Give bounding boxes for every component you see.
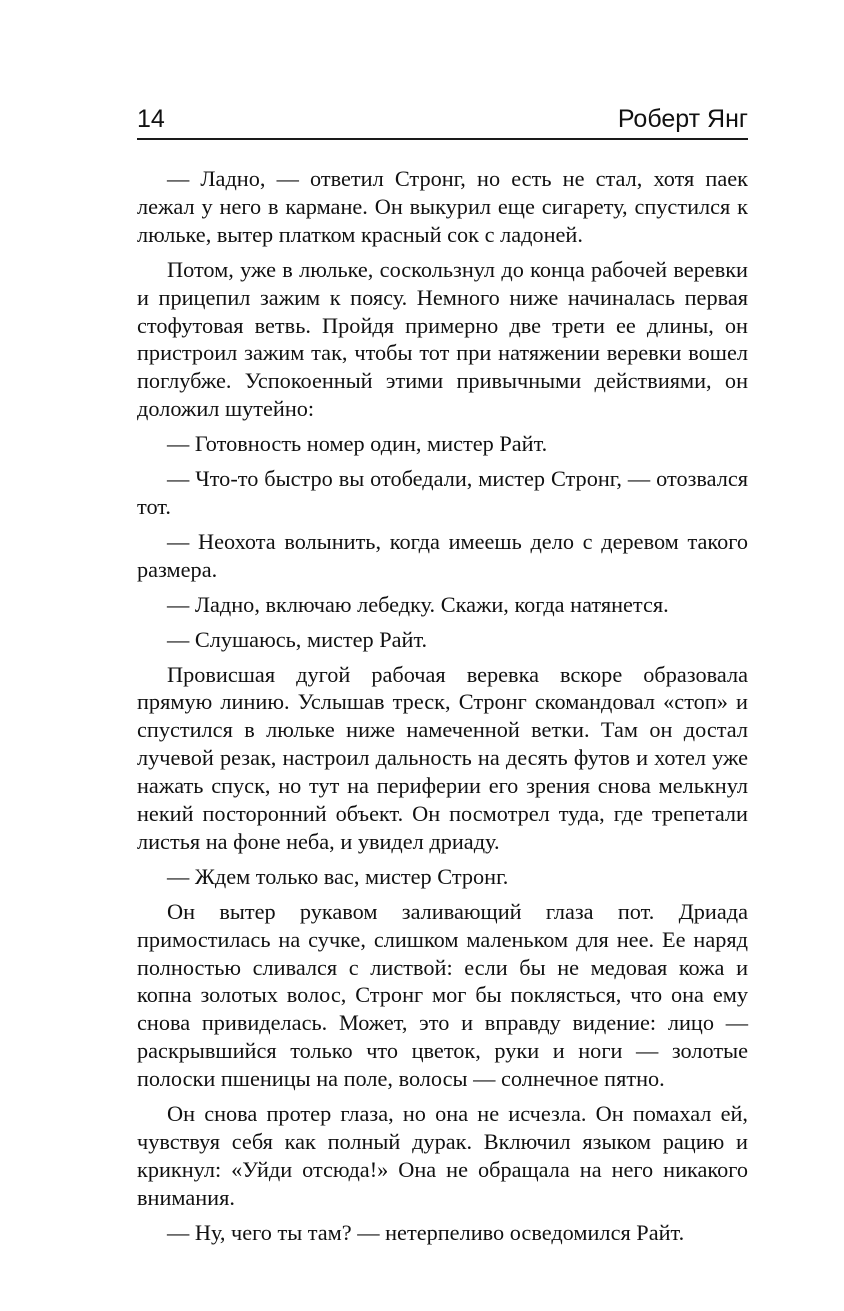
- paragraph: Потом, уже в люльке, соскользнул до конца рабочей веревки и прицепил зажим к поясу. Немного ниже начиналась первая стофутовая ветвь. Пройдя примерно две трети ее длины, он пристроил зажим так, чтобы тот при натяжении веревки вошел поглубже. Успокоенный этими привычными действиями, он доложил шутейно:: [137, 256, 748, 422]
- page-header: [137, 104, 748, 140]
- paragraph: — Ладно, включаю лебедку. Скажи, когда натянется.: [167, 591, 669, 617]
- paragraph: — Неохота волынить, когда имеешь дело с деревом такого размера.: [137, 528, 748, 582]
- paragraph: Он вытер рукавом заливающий глаза пот. Дриада примостилась на сучке, слишком маленьком для нее. Ее наряд полностью сливался с листвой: если бы не медовая кожа и копна золотых волос, Стронг мог бы поклясться, что она ему снова привиделась. Может, это и вправду видение: лицо — раскрывшийся только что цветок, руки и ноги — золотые полоски пшеницы на поле, волосы — солнечное пятно.: [137, 898, 748, 1092]
- paragraph: — Ну, чего ты там? — нетерпеливо осведомился Райт.: [167, 1219, 685, 1245]
- paragraph: — Готовность номер один, мистер Райт.: [167, 431, 548, 457]
- page-number: 14: [137, 105, 165, 133]
- body-text: [137, 165, 748, 1247]
- running-head-author: Роберт Янг: [617, 105, 748, 133]
- paragraph: — Ладно, — ответил Стронг, но есть не стал, хотя паек лежал у него в кармане. Он выкурил еще сигарету, спустился к люльке, вытер платком красный сок с ладоней.: [137, 166, 748, 247]
- paragraph: — Ждем только вас, мистер Стронг.: [167, 863, 509, 889]
- paragraph: — Что-то быстро вы отобедали, мистер Стронг, — отозвался тот.: [137, 466, 748, 519]
- paragraph: Он снова протер глаза, но она не исчезла. Он помахал ей, чувствуя себя как полный дурак. Включил языком рацию и крикнул: «Уйди отсюда!» Она не обращала на него никакого внимания.: [137, 1101, 748, 1210]
- paragraph: — Слушаюсь, мистер Райт.: [167, 626, 428, 652]
- paragraph: Провисшая дугой рабочая веревка вскоре образовала прямую линию. Услышав треск, Стронг скомандовал «стоп» и спустился в люльке ниже намеченной ветки. Там он достал лучевой резак, настроил дальность на десять футов и хотел уже нажать спуск, но тут на периферии его зрения снова мелькнул некий посторонний объект. Он посмотрел туда, где трепетали листья на фоне неба, и увидел дриаду.: [137, 661, 748, 854]
